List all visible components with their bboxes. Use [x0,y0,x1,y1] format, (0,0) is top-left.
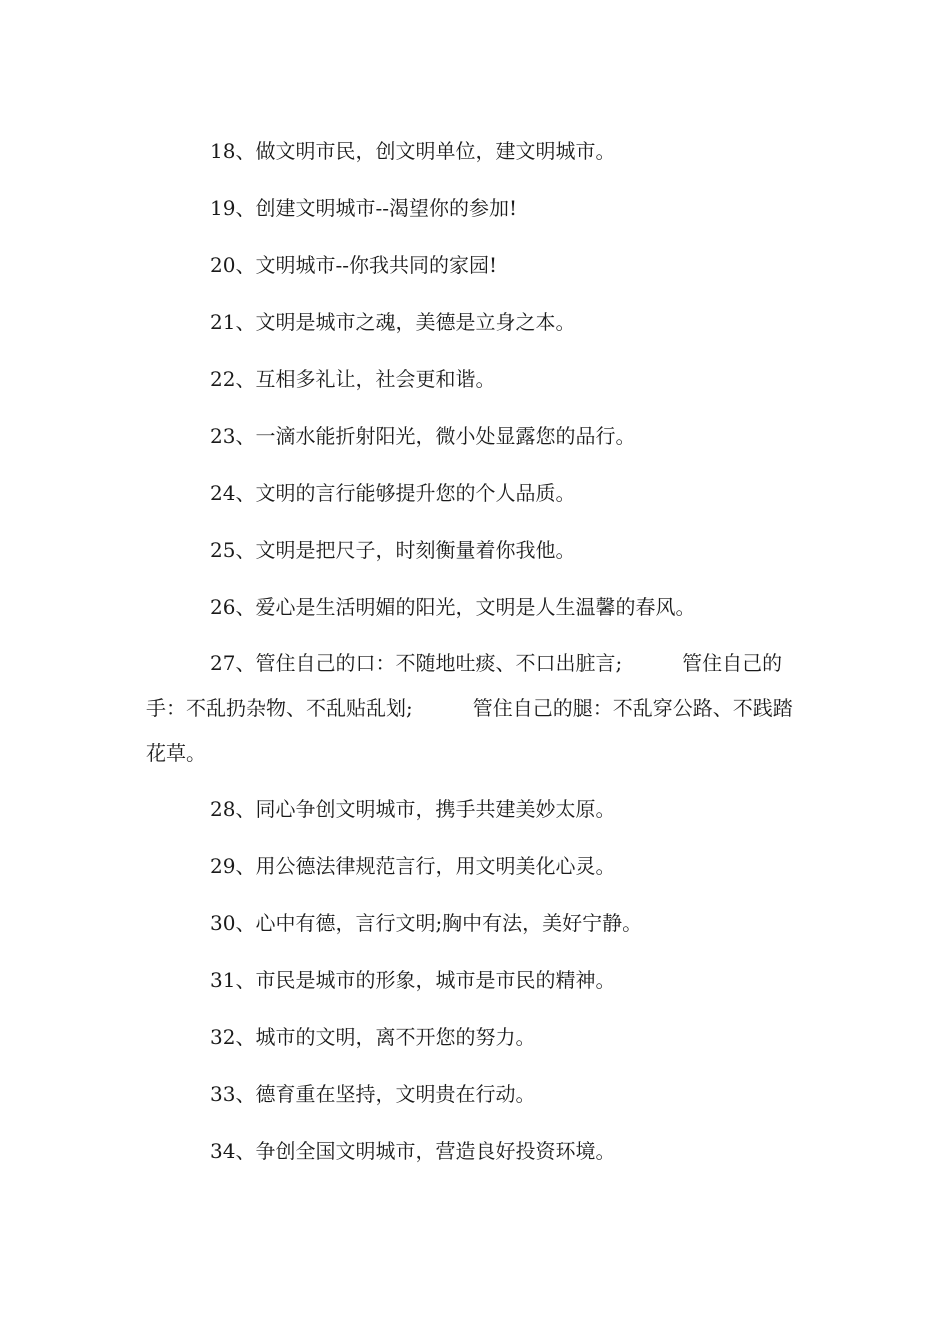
paragraph-33: 33、德育重在坚持，文明贵在行动。 [210,1082,536,1106]
paragraph-32: 32、城市的文明，离不开您的努力。 [210,1025,536,1049]
paragraph-24: 24、文明的言行能够提升您的个人品质。 [210,481,576,505]
paragraph-26: 26、爱心是生活明媚的阳光，文明是人生温馨的春风。 [210,595,696,619]
paragraph-18: 18、做文明市民，创文明单位，建文明城市。 [210,139,616,163]
paragraph-25: 25、文明是把尺子，时刻衡量着你我他。 [210,538,576,562]
paragraph-31: 31、市民是城市的形象，城市是市民的精神。 [210,968,616,992]
paragraph-21: 21、文明是城市之魂，美德是立身之本。 [210,310,576,334]
paragraph-28: 28、同心争创文明城市，携手共建美妙太原。 [210,797,616,821]
paragraph-29: 29、用公德法律规范言行，用文明美化心灵。 [210,854,616,878]
document-body [146,128,806,1185]
paragraph-23: 23、一滴水能折射阳光，微小处显露您的品行。 [210,424,636,448]
paragraph-19: 19、创建文明城市--渴望你的参加! [210,196,518,220]
paragraph-27: 27、管住自己的口：不随地吐痰、不口出脏言; 管住自己的手：不乱扔杂物、不乱贴乱划; 管住自己的腿：不乱穿公路、不践踏花草。 [146,651,793,765]
paragraph-34: 34、争创全国文明城市，营造良好投资环境。 [210,1139,616,1163]
paragraph-20: 20、文明城市--你我共同的家园! [210,253,498,277]
paragraph-30: 30、心中有德，言行文明;胸中有法，美好宁静。 [210,911,643,935]
paragraph-22: 22、互相多礼让，社会更和谐。 [210,367,496,391]
